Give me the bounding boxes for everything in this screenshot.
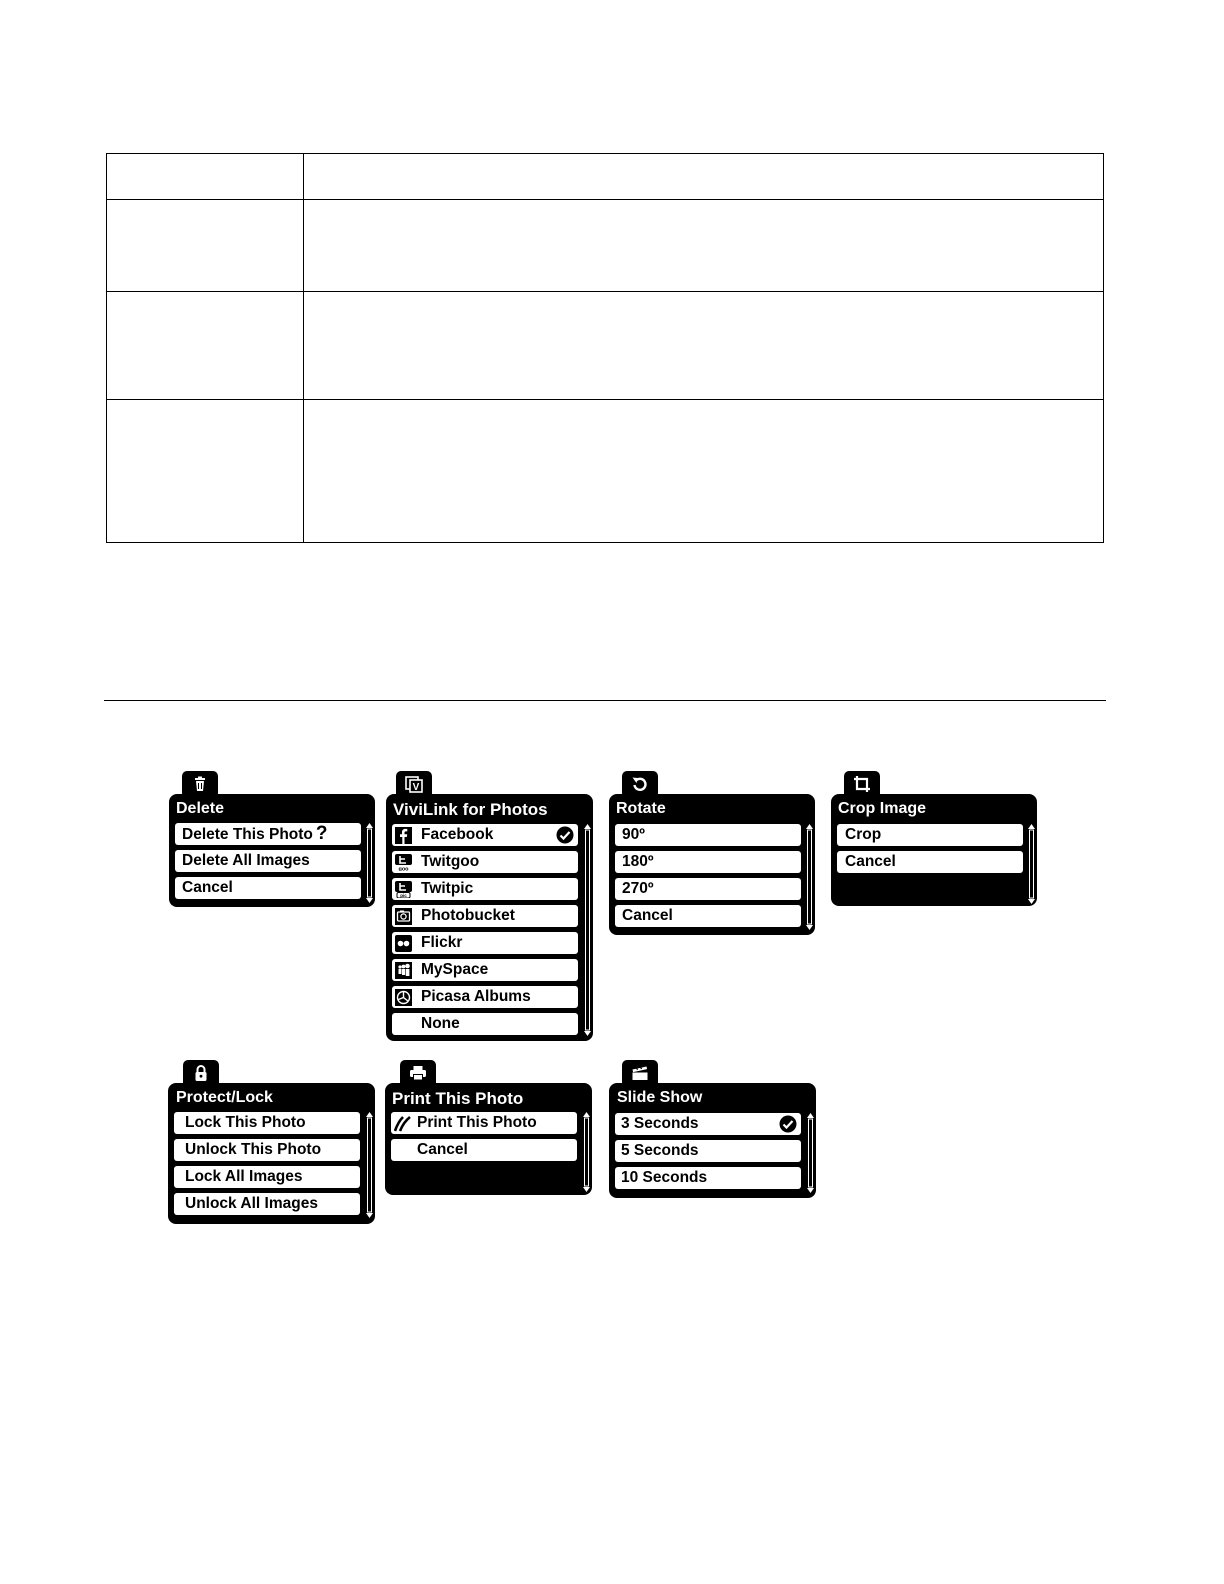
menu-item-flickr[interactable] bbox=[392, 932, 578, 954]
menu-item-unlock-this-photo[interactable] bbox=[174, 1139, 360, 1161]
pictbridge-icon bbox=[394, 1115, 411, 1132]
table-row-divider bbox=[106, 399, 1104, 400]
menu-item-label: Unlock This Photo bbox=[185, 1141, 322, 1158]
menu-item-twitpic[interactable] bbox=[392, 878, 578, 900]
menu-item-picasa-albums[interactable] bbox=[392, 986, 578, 1008]
menu-item-cancel[interactable] bbox=[175, 877, 361, 899]
menu-item-facebook[interactable] bbox=[392, 824, 578, 846]
scrollbar[interactable] bbox=[1028, 824, 1035, 904]
rotate-menu bbox=[609, 771, 815, 935]
clapperboard-icon bbox=[622, 1060, 658, 1085]
menu-item-label: Crop bbox=[845, 826, 882, 843]
empty-table bbox=[106, 153, 1104, 543]
protect-lock-menu bbox=[168, 1060, 375, 1224]
horizontal-rule bbox=[104, 700, 1106, 701]
check-icon bbox=[779, 1115, 797, 1133]
menu-item-label: Flickr bbox=[421, 934, 463, 951]
photobucket-icon bbox=[395, 908, 412, 925]
menu-item-label: Twitgoo bbox=[421, 853, 480, 870]
delete-menu bbox=[169, 771, 375, 907]
menu-title: ViviLink for Photos bbox=[393, 800, 548, 819]
menu-title: Crop Image bbox=[838, 800, 927, 817]
menu-item-10-seconds[interactable] bbox=[615, 1167, 801, 1189]
menu-item-label: Picasa Albums bbox=[421, 988, 531, 1005]
menu-item-unlock-all-images[interactable] bbox=[174, 1193, 360, 1215]
menu-item-cancel[interactable] bbox=[837, 851, 1023, 873]
table-border-left bbox=[106, 153, 107, 543]
scrollbar[interactable] bbox=[807, 1113, 814, 1193]
menu-title: Rotate bbox=[616, 800, 666, 817]
scrollbar[interactable] bbox=[584, 824, 591, 1036]
menu-item-180[interactable] bbox=[615, 851, 801, 873]
menu-title: Protect/Lock bbox=[176, 1089, 273, 1106]
menu-item-delete-this-photo[interactable] bbox=[175, 823, 361, 845]
question-mark-icon: ? bbox=[315, 823, 328, 844]
menu-item-label: Lock This Photo bbox=[185, 1114, 306, 1131]
menu-item-label: Delete All Images bbox=[182, 852, 310, 869]
svg-text:goo: goo bbox=[398, 866, 409, 871]
menu-item-label: Twitpic bbox=[421, 880, 474, 897]
menu-item-label: Cancel bbox=[622, 907, 673, 924]
table-row-divider bbox=[106, 291, 1104, 292]
twitgoo-icon bbox=[395, 854, 412, 871]
check-icon bbox=[556, 826, 574, 844]
table-row-divider bbox=[106, 199, 1104, 200]
menu-panel bbox=[168, 1083, 375, 1224]
scrollbar[interactable] bbox=[366, 1112, 373, 1218]
menu-item-label: Cancel bbox=[182, 879, 233, 896]
menu-item-photobucket[interactable] bbox=[392, 905, 578, 927]
menu-item-label: Unlock All Images bbox=[185, 1195, 318, 1212]
table-border-bottom bbox=[106, 542, 1104, 543]
menu-panel bbox=[609, 1083, 816, 1198]
menu-item-label: 10 Seconds bbox=[621, 1169, 708, 1186]
menu-panel bbox=[831, 794, 1037, 906]
table-border-right bbox=[1103, 153, 1104, 543]
menu-panel bbox=[385, 1083, 592, 1195]
menu-item-label: 270º bbox=[622, 880, 654, 897]
trash-icon bbox=[182, 771, 218, 796]
menu-item-label: Cancel bbox=[417, 1141, 468, 1158]
scrollbar[interactable] bbox=[583, 1112, 590, 1192]
svg-text:pic: pic bbox=[400, 893, 407, 898]
table-border-top bbox=[106, 153, 1104, 154]
menu-item-label: Photobucket bbox=[421, 907, 515, 924]
scrollbar[interactable] bbox=[366, 823, 373, 903]
menu-item-label: Delete This Photo bbox=[182, 826, 313, 843]
menu-title: Delete bbox=[176, 800, 225, 817]
menu-item-270[interactable] bbox=[615, 878, 801, 900]
rotate-icon bbox=[622, 771, 658, 796]
menu-item-label: 5 Seconds bbox=[621, 1142, 699, 1159]
menu-item-3-seconds[interactable] bbox=[615, 1113, 801, 1135]
menu-title: Print This Photo bbox=[392, 1089, 524, 1108]
svg-text:V: V bbox=[412, 781, 420, 793]
menu-item-label: 180º bbox=[622, 853, 654, 870]
slide-show-menu bbox=[609, 1060, 816, 1198]
menu-item-label: Facebook bbox=[421, 826, 494, 843]
print-menu bbox=[385, 1060, 592, 1195]
twitpic-icon bbox=[395, 881, 412, 898]
menu-item-print-this-photo[interactable] bbox=[391, 1112, 577, 1134]
flickr-icon bbox=[395, 935, 412, 952]
menu-item-lock-all-images[interactable] bbox=[174, 1166, 360, 1188]
myspace-icon bbox=[395, 962, 412, 979]
menu-item-myspace[interactable] bbox=[392, 959, 578, 981]
menu-item-label: 3 Seconds bbox=[621, 1115, 699, 1132]
menu-panel bbox=[609, 794, 815, 935]
menu-title: Slide Show bbox=[617, 1089, 703, 1106]
menu-item-label: None bbox=[421, 1015, 460, 1032]
menu-panel bbox=[169, 794, 375, 907]
menu-item-lock-this-photo[interactable] bbox=[174, 1112, 360, 1134]
menu-item-none[interactable] bbox=[392, 1013, 578, 1035]
crop-menu bbox=[831, 771, 1037, 906]
menu-item-label: Cancel bbox=[845, 853, 896, 870]
scrollbar[interactable] bbox=[806, 824, 813, 930]
menu-panel bbox=[386, 794, 593, 1041]
menu-item-90[interactable] bbox=[615, 824, 801, 846]
menu-item-delete-all-images[interactable] bbox=[175, 850, 361, 872]
menu-item-label: Lock All Images bbox=[185, 1168, 303, 1185]
menu-item-cancel[interactable] bbox=[615, 905, 801, 927]
printer-icon bbox=[400, 1060, 436, 1085]
menu-item-label: 90º bbox=[622, 826, 645, 843]
table-column-divider bbox=[303, 153, 304, 543]
menu-item-cancel[interactable] bbox=[391, 1139, 577, 1161]
vivilink-menu bbox=[386, 771, 593, 1041]
menu-item-twitgoo[interactable] bbox=[392, 851, 578, 873]
lock-icon bbox=[183, 1060, 219, 1085]
menu-item-label: MySpace bbox=[421, 961, 489, 978]
picasa-icon bbox=[395, 989, 412, 1006]
menu-item-crop[interactable] bbox=[837, 824, 1023, 846]
menu-item-label: Print This Photo bbox=[417, 1114, 537, 1131]
menu-item-5-seconds[interactable] bbox=[615, 1140, 801, 1162]
vivilink-icon bbox=[396, 771, 432, 796]
facebook-icon bbox=[395, 827, 412, 844]
crop-icon bbox=[844, 771, 880, 796]
